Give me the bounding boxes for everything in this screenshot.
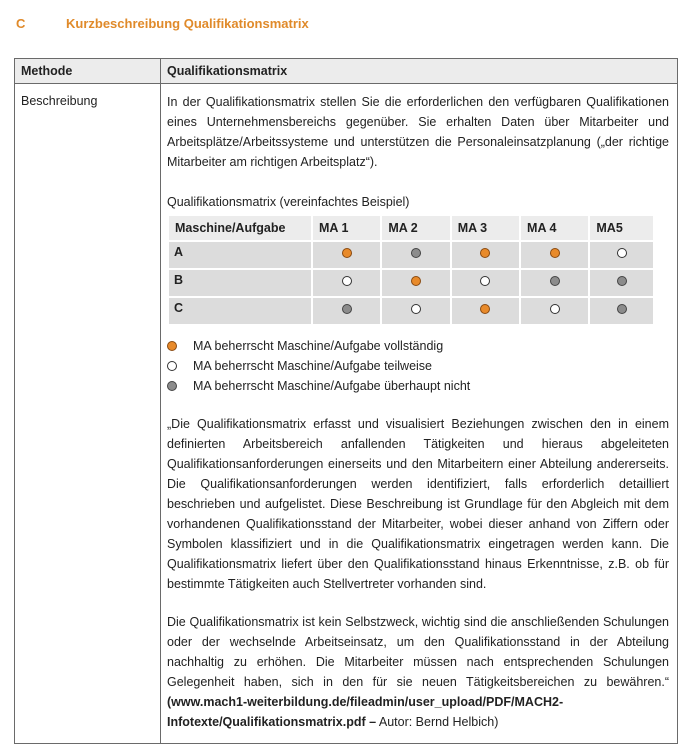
source-link[interactable]: (www.mach1-weiterbildung.de/fileadmin/user_upload/PDF/MACH2-Infotexte/Qualifikationsmatrix.pdf –	[167, 695, 564, 729]
legend-item	[167, 336, 669, 356]
qualification-dot-icon	[550, 276, 560, 286]
qualification-dot-icon	[342, 248, 352, 258]
qualification-dot-icon	[411, 304, 421, 314]
qualification-dot-icon	[411, 276, 421, 286]
matrix-cell	[312, 241, 381, 269]
matrix-cell	[312, 297, 381, 325]
matrix-cell	[312, 269, 381, 297]
matrix-row-label: C	[168, 297, 312, 325]
matrix-cell	[589, 241, 654, 269]
qualification-matrix	[167, 214, 655, 326]
qualification-dot-icon	[342, 304, 352, 314]
legend-dot-icon	[167, 381, 177, 391]
matrix-cell	[381, 297, 450, 325]
section-letter: C	[16, 15, 26, 31]
qualification-dot-icon	[411, 248, 421, 258]
qualification-dot-icon	[480, 276, 490, 286]
matrix-column-header: MA 3	[451, 215, 520, 241]
matrix-row	[168, 297, 654, 325]
matrix-cell	[589, 269, 654, 297]
matrix-cell	[451, 297, 520, 325]
column-header-matrix: Qualifikationsmatrix	[161, 59, 678, 84]
qualification-dot-icon	[550, 304, 560, 314]
matrix-row-label: A	[168, 241, 312, 269]
matrix-caption: Qualifikationsmatrix (vereinfachtes Beispiel)	[167, 195, 410, 209]
qualification-dot-icon	[342, 276, 352, 286]
legend-text: MA beherrscht Maschine/Aufgabe vollständig	[193, 339, 444, 353]
matrix-corner-header: Maschine/Aufgabe	[168, 215, 312, 241]
method-table	[14, 58, 678, 744]
section-header	[16, 14, 309, 32]
qualification-dot-icon	[617, 248, 627, 258]
legend-item	[167, 376, 669, 396]
source-author: Autor: Bernd Helbich)	[376, 715, 499, 729]
quote-paragraph-2	[167, 612, 669, 732]
matrix-cell	[381, 241, 450, 269]
matrix-cell	[589, 297, 654, 325]
quote-paragraph-1: „Die Qualifikationsmatrix erfasst und visualisiert Beziehungen zwischen den in einem definierten Arbeitsbereich anfallenden Tätigkeiten und hieraus abgeleiteten Qualifikationsanforderungen einerseits und den Mitarbeitern einer Abteilung andererseits. Die Qualifikationsanforderungen werden identifiziert, falls erforderlich detailliert beschrieben und aufgelistet. Diese Beschreibung ist Grundlage für den Abgleich mit dem vorhandenen Qualifikationsstand der Mitarbeiter, wobei dieser anhand von Ziffern oder Symbolen klassifiziert und in die Qualifikationsmatrix eingetragen werden kann. Die Qualifikationsmatrix liefert über den Qualifikationsstand hinaus Erkenntnisse, z.B. ob für bestimmte Tätigkeiten auch Stellvertreter vorhanden sind.	[167, 417, 669, 591]
matrix-cell	[451, 269, 520, 297]
qualification-dot-icon	[480, 248, 490, 258]
legend-text: MA beherrscht Maschine/Aufgabe teilweise	[193, 359, 433, 373]
legend-text: MA beherrscht Maschine/Aufgabe überhaupt nicht	[193, 379, 471, 393]
matrix-row	[168, 241, 654, 269]
matrix-cell	[520, 269, 589, 297]
matrix-cell	[381, 269, 450, 297]
legend-item	[167, 356, 669, 376]
qualification-dot-icon	[550, 248, 560, 258]
matrix-column-header: MA5	[589, 215, 654, 241]
matrix-cell	[451, 241, 520, 269]
matrix-column-header: MA 2	[381, 215, 450, 241]
matrix-cell	[520, 297, 589, 325]
row-label-description: Beschreibung	[15, 84, 161, 744]
qualification-dot-icon	[617, 304, 627, 314]
matrix-legend	[167, 336, 669, 396]
qualification-dot-icon	[617, 276, 627, 286]
matrix-cell	[520, 241, 589, 269]
quote-paragraph-2-text: Die Qualifikationsmatrix ist kein Selbstzweck, wichtig sind die anschließenden Schulungen oder der wechselnde Arbeitseinsatz, um den Qualifikationsstand in der Abteilung nachhaltig zu erhöhen. Die Mitarbeiter müssen nach entsprechenden Schulungen Gelegenheit haben, sich in den für sie neuen Tätigkeitsbereichen zu bewähren.“	[167, 615, 669, 689]
description-cell	[161, 84, 678, 744]
section-title: Kurzbeschreibung Qualifikationsmatrix	[66, 15, 309, 31]
column-header-method: Methode	[15, 59, 161, 84]
legend-dot-icon	[167, 341, 177, 351]
matrix-column-header: MA 4	[520, 215, 589, 241]
intro-paragraph: In der Qualifikationsmatrix stellen Sie die erforderlichen den verfügbaren Qualifikationen eines Unternehmensbereichs gegenüber. Sie erhalten Daten über Mitarbeiter und Arbeitsplätze/Arbeitssysteme und unterstützen die Personaleinsatzplanung („der richtige Mitarbeiter am richtigen Arbeitsplatz“).	[167, 95, 669, 169]
qualification-dot-icon	[480, 304, 490, 314]
matrix-row	[168, 269, 654, 297]
matrix-row-label: B	[168, 269, 312, 297]
matrix-column-header: MA 1	[312, 215, 381, 241]
legend-dot-icon	[167, 361, 177, 371]
